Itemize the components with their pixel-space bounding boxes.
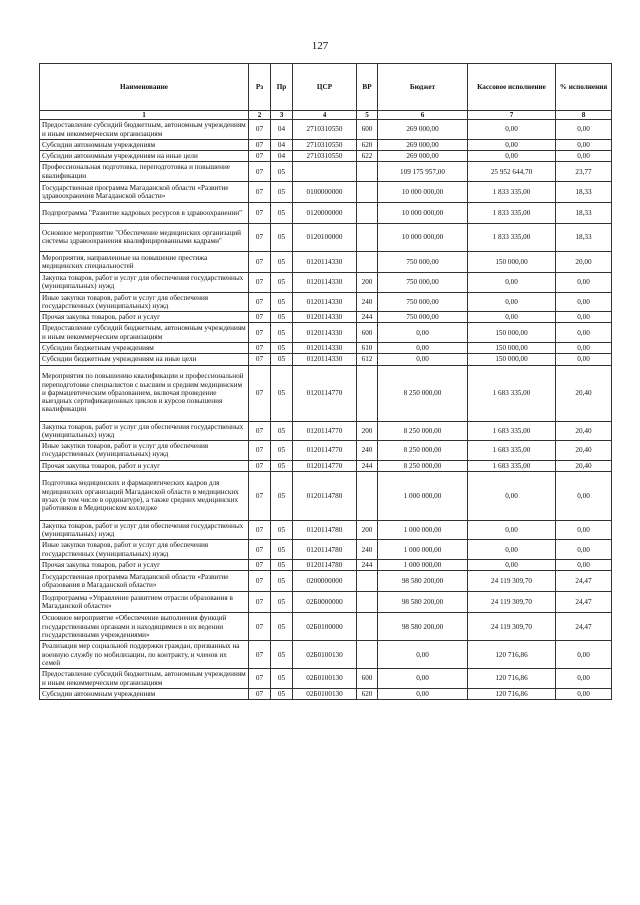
row-execution: 1 683 335,00 (468, 460, 556, 471)
row-name: Предоставление субсидий бюджетным, автономным учреждениям и иным некоммерческим организациям (40, 120, 249, 140)
row-name: Закупка товаров, работ и услуг для обеспечения государственных (муниципальных) нужд (40, 421, 249, 441)
row-vr: 200 (357, 520, 378, 540)
row-pr: 05 (271, 571, 293, 592)
row-pr: 05 (271, 441, 293, 461)
col-header-percent: % исполнения (556, 64, 612, 111)
row-percent: 0,00 (556, 354, 612, 365)
row-execution: 1 683 335,00 (468, 365, 556, 421)
row-budget: 1 000 000,00 (378, 471, 468, 520)
table-row (40, 421, 612, 441)
row-csr: 0120114330 (293, 292, 357, 312)
row-execution: 0,00 (468, 471, 556, 520)
table-row (40, 223, 612, 251)
row-execution: 24 119 309,70 (468, 592, 556, 613)
row-budget: 0,00 (378, 342, 468, 353)
row-vr: 200 (357, 272, 378, 292)
table-row (40, 669, 612, 689)
row-budget: 0,00 (378, 688, 468, 699)
col-header-csr: ЦСР (293, 64, 357, 111)
row-budget: 1 000 000,00 (378, 540, 468, 560)
row-execution: 1 683 335,00 (468, 441, 556, 461)
row-budget: 10 000 000,00 (378, 223, 468, 251)
row-budget: 8 250 000,00 (378, 441, 468, 461)
row-percent: 20,40 (556, 365, 612, 421)
row-csr: 02Б0100130 (293, 641, 357, 669)
row-vr: 600 (357, 120, 378, 140)
table-row (40, 441, 612, 461)
col-number: 6 (378, 111, 468, 120)
col-header-rz: Рз (249, 64, 271, 111)
row-rz: 07 (249, 471, 271, 520)
row-name: Прочая закупка товаров, работ и услуг (40, 560, 249, 571)
row-pr: 05 (271, 460, 293, 471)
row-name: Профессиональная подготовка, переподготовка и повышение квалификации (40, 162, 249, 182)
table-row (40, 641, 612, 669)
row-name: Закупка товаров, работ и услуг для обеспечения государственных (муниципальных) нужд (40, 520, 249, 540)
row-vr: 244 (357, 312, 378, 323)
row-vr (357, 613, 378, 641)
row-execution: 1 833 335,00 (468, 181, 556, 202)
row-budget: 750 000,00 (378, 272, 468, 292)
row-percent: 18,33 (556, 223, 612, 251)
row-rz: 07 (249, 540, 271, 560)
row-pr: 05 (271, 669, 293, 689)
col-header-name: Наименование (40, 64, 249, 111)
row-pr: 05 (271, 520, 293, 540)
row-execution: 0,00 (468, 120, 556, 140)
row-csr: 2710310550 (293, 120, 357, 140)
row-rz: 07 (249, 460, 271, 471)
row-pr: 04 (271, 151, 293, 162)
row-percent: 18,33 (556, 181, 612, 202)
col-header-execution: Кассовое исполнение (468, 64, 556, 111)
row-vr: 240 (357, 441, 378, 461)
col-number: 8 (556, 111, 612, 120)
row-execution: 150 000,00 (468, 251, 556, 272)
row-rz: 07 (249, 139, 271, 150)
row-pr: 05 (271, 592, 293, 613)
row-vr: 620 (357, 139, 378, 150)
row-percent: 0,00 (556, 323, 612, 343)
row-name: Подготовка медицинских и фармацевтических кадров для медицинских организаций Магаданской области в медицинских вузах (в том числе в ординатуре), а также средних медицинских работников в Медицинском колледже (40, 471, 249, 520)
table-row (40, 540, 612, 560)
table-body (40, 120, 612, 700)
row-csr: 02Б0100130 (293, 669, 357, 689)
row-name: Иные закупки товаров, работ и услуг для обеспечения государственных (муниципальных) нужд (40, 540, 249, 560)
row-rz: 07 (249, 151, 271, 162)
row-rz: 07 (249, 202, 271, 223)
row-name: Подпрограмма "Развитие кадровых ресурсов в здравоохранении" (40, 202, 249, 223)
row-name: Прочая закупка товаров, работ и услуг (40, 460, 249, 471)
row-budget: 109 175 957,00 (378, 162, 468, 182)
row-pr: 05 (271, 641, 293, 669)
row-vr: 610 (357, 342, 378, 353)
row-csr: 0120114770 (293, 460, 357, 471)
row-name: Субсидии бюджетным учреждениям на иные цели (40, 354, 249, 365)
row-execution: 0,00 (468, 292, 556, 312)
row-execution: 25 952 644,70 (468, 162, 556, 182)
table-row (40, 520, 612, 540)
row-pr: 05 (271, 162, 293, 182)
table-row (40, 202, 612, 223)
row-vr (357, 641, 378, 669)
col-header-vr: ВР (357, 64, 378, 111)
row-name: Реализация мер социальной поддержки граждан, призванных на военную службу по мобилизации, по контракту, и членов их семей (40, 641, 249, 669)
row-csr: 0100000000 (293, 181, 357, 202)
table-row (40, 272, 612, 292)
table-row (40, 139, 612, 150)
row-vr (357, 202, 378, 223)
row-execution: 24 119 309,70 (468, 613, 556, 641)
row-budget: 750 000,00 (378, 312, 468, 323)
col-number: 3 (271, 111, 293, 120)
row-rz: 07 (249, 342, 271, 353)
row-pr: 05 (271, 540, 293, 560)
row-rz: 07 (249, 560, 271, 571)
column-number-row (40, 111, 612, 120)
table-row (40, 354, 612, 365)
row-execution: 0,00 (468, 560, 556, 571)
row-vr: 240 (357, 540, 378, 560)
row-rz: 07 (249, 613, 271, 641)
table-row (40, 312, 612, 323)
row-budget: 750 000,00 (378, 251, 468, 272)
row-vr: 240 (357, 292, 378, 312)
row-vr (357, 251, 378, 272)
row-name: Государственная программа Магаданской области «Развитие здравоохранения Магаданской области» (40, 181, 249, 202)
row-budget: 0,00 (378, 323, 468, 343)
row-pr: 05 (271, 342, 293, 353)
table-row (40, 592, 612, 613)
table-row (40, 571, 612, 592)
row-name: Основное мероприятие «Обеспечение выполнения функций государственными органами и находящимися в их ведении государственными учреждениями» (40, 613, 249, 641)
row-vr: 200 (357, 421, 378, 441)
row-vr (357, 592, 378, 613)
row-name: Субсидии бюджетным учреждениям (40, 342, 249, 353)
table-row (40, 688, 612, 699)
row-budget: 8 250 000,00 (378, 421, 468, 441)
table-row (40, 460, 612, 471)
table-row (40, 560, 612, 571)
row-name: Иные закупки товаров, работ и услуг для обеспечения государственных (муниципальных) нужд (40, 441, 249, 461)
table-row (40, 323, 612, 343)
row-execution: 120 716,86 (468, 669, 556, 689)
row-csr: 0120114330 (293, 272, 357, 292)
row-name: Иные закупки товаров, работ и услуг для обеспечения государственных (муниципальных) нужд (40, 292, 249, 312)
row-execution: 1 833 335,00 (468, 202, 556, 223)
row-budget: 0,00 (378, 641, 468, 669)
table-row (40, 342, 612, 353)
row-csr (293, 162, 357, 182)
table-row (40, 151, 612, 162)
row-percent: 24,47 (556, 592, 612, 613)
row-percent: 20,40 (556, 441, 612, 461)
row-percent: 20,40 (556, 460, 612, 471)
row-execution: 24 119 309,70 (468, 571, 556, 592)
row-pr: 05 (271, 323, 293, 343)
row-percent: 0,00 (556, 560, 612, 571)
row-percent: 23,77 (556, 162, 612, 182)
row-pr: 05 (271, 421, 293, 441)
col-number: 4 (293, 111, 357, 120)
row-execution: 0,00 (468, 151, 556, 162)
row-csr: 0120114780 (293, 471, 357, 520)
row-pr: 05 (271, 354, 293, 365)
row-budget: 0,00 (378, 354, 468, 365)
row-rz: 07 (249, 441, 271, 461)
col-header-budget: Бюджет (378, 64, 468, 111)
row-budget: 269 000,00 (378, 151, 468, 162)
row-csr: 0120114780 (293, 560, 357, 571)
row-rz: 07 (249, 323, 271, 343)
row-rz: 07 (249, 354, 271, 365)
row-pr: 05 (271, 688, 293, 699)
row-csr: 0120114770 (293, 441, 357, 461)
row-name: Мероприятия по повышению квалификации и профессиональной переподготовке специалистов с высшим и средним медицинским и фармацевтическим образованием, включая проведение выездных сертификационных циклов и курсов повышения квалификации (40, 365, 249, 421)
row-percent: 0,00 (556, 120, 612, 140)
row-budget: 0,00 (378, 669, 468, 689)
row-pr: 05 (271, 202, 293, 223)
row-execution: 0,00 (468, 312, 556, 323)
table-row (40, 251, 612, 272)
row-csr: 0120114770 (293, 421, 357, 441)
row-execution: 150 000,00 (468, 323, 556, 343)
row-percent: 18,33 (556, 202, 612, 223)
row-rz: 07 (249, 223, 271, 251)
row-execution: 0,00 (468, 272, 556, 292)
row-budget: 98 580 200,00 (378, 613, 468, 641)
table-row (40, 162, 612, 182)
row-pr: 05 (271, 365, 293, 421)
table-row (40, 181, 612, 202)
row-rz: 07 (249, 571, 271, 592)
row-csr: 2710310550 (293, 139, 357, 150)
row-percent: 0,00 (556, 312, 612, 323)
row-vr: 612 (357, 354, 378, 365)
row-csr: 0120114330 (293, 354, 357, 365)
row-vr: 620 (357, 688, 378, 699)
budget-table (39, 63, 612, 700)
table-row (40, 120, 612, 140)
row-percent: 0,00 (556, 471, 612, 520)
row-vr (357, 365, 378, 421)
row-name: Субсидии автономным учреждениям (40, 139, 249, 150)
row-budget: 750 000,00 (378, 292, 468, 312)
row-csr: 2710310550 (293, 151, 357, 162)
row-name: Субсидии автономным учреждениям на иные цели (40, 151, 249, 162)
row-name: Предоставление субсидий бюджетным, автономным учреждениям и иным некоммерческим организациям (40, 323, 249, 343)
row-percent: 0,00 (556, 342, 612, 353)
row-csr: 02Б0100000 (293, 613, 357, 641)
row-name: Прочая закупка товаров, работ и услуг (40, 312, 249, 323)
row-rz: 07 (249, 688, 271, 699)
row-execution: 0,00 (468, 139, 556, 150)
table-row (40, 365, 612, 421)
row-budget: 10 000 000,00 (378, 202, 468, 223)
row-execution: 120 716,86 (468, 641, 556, 669)
row-percent: 0,00 (556, 272, 612, 292)
row-csr: 0120100000 (293, 223, 357, 251)
row-csr: 0200000000 (293, 571, 357, 592)
row-percent: 0,00 (556, 520, 612, 540)
row-percent: 0,00 (556, 669, 612, 689)
row-percent: 0,00 (556, 292, 612, 312)
row-rz: 07 (249, 641, 271, 669)
col-number: 1 (40, 111, 249, 120)
row-csr: 02Б0000000 (293, 592, 357, 613)
row-budget: 269 000,00 (378, 120, 468, 140)
table-row (40, 471, 612, 520)
row-csr: 0120114770 (293, 365, 357, 421)
row-csr: 0120114780 (293, 540, 357, 560)
row-percent: 0,00 (556, 139, 612, 150)
row-csr: 02Б0100130 (293, 688, 357, 699)
row-vr: 600 (357, 323, 378, 343)
row-vr (357, 571, 378, 592)
row-name: Субсидии автономным учреждениям (40, 688, 249, 699)
row-rz: 07 (249, 162, 271, 182)
row-csr: 0120114330 (293, 342, 357, 353)
col-number: 7 (468, 111, 556, 120)
row-execution: 1 833 335,00 (468, 223, 556, 251)
row-budget: 1 000 000,00 (378, 520, 468, 540)
row-csr: 0120114330 (293, 251, 357, 272)
col-header-pr: Пр (271, 64, 293, 111)
table-row (40, 613, 612, 641)
row-vr: 600 (357, 669, 378, 689)
row-percent: 20,00 (556, 251, 612, 272)
row-name: Мероприятия, направленные на повышение престижа медицинских специальностей (40, 251, 249, 272)
row-execution: 0,00 (468, 520, 556, 540)
row-execution: 150 000,00 (468, 354, 556, 365)
row-name: Государственная программа Магаданской области «Развитие образования в Магаданской области» (40, 571, 249, 592)
row-budget: 269 000,00 (378, 139, 468, 150)
row-pr: 04 (271, 120, 293, 140)
row-percent: 0,00 (556, 540, 612, 560)
row-rz: 07 (249, 272, 271, 292)
row-csr: 0120114780 (293, 520, 357, 540)
row-pr: 05 (271, 223, 293, 251)
row-csr: 0120000000 (293, 202, 357, 223)
row-rz: 07 (249, 520, 271, 540)
row-percent: 0,00 (556, 641, 612, 669)
row-budget: 8 250 000,00 (378, 365, 468, 421)
row-pr: 05 (271, 292, 293, 312)
row-budget: 8 250 000,00 (378, 460, 468, 471)
row-name: Закупка товаров, работ и услуг для обеспечения государственных (муниципальных) нужд (40, 272, 249, 292)
row-execution: 1 683 335,00 (468, 421, 556, 441)
row-vr (357, 181, 378, 202)
row-pr: 05 (271, 471, 293, 520)
row-percent: 0,00 (556, 688, 612, 699)
row-vr (357, 223, 378, 251)
row-name: Предоставление субсидий бюджетным, автономным учреждениям и иным некоммерческим организациям (40, 669, 249, 689)
row-vr (357, 162, 378, 182)
row-budget: 98 580 200,00 (378, 592, 468, 613)
row-pr: 05 (271, 272, 293, 292)
row-execution: 120 716,86 (468, 688, 556, 699)
row-rz: 07 (249, 251, 271, 272)
row-execution: 150 000,00 (468, 342, 556, 353)
row-rz: 07 (249, 669, 271, 689)
row-budget: 1 000 000,00 (378, 560, 468, 571)
row-percent: 0,00 (556, 151, 612, 162)
row-pr: 04 (271, 139, 293, 150)
row-vr: 244 (357, 560, 378, 571)
row-budget: 98 580 200,00 (378, 571, 468, 592)
page-number: 127 (311, 40, 329, 52)
row-percent: 20,40 (556, 421, 612, 441)
row-rz: 07 (249, 421, 271, 441)
row-percent: 24,47 (556, 613, 612, 641)
row-pr: 05 (271, 560, 293, 571)
row-pr: 05 (271, 613, 293, 641)
row-rz: 07 (249, 365, 271, 421)
row-vr: 244 (357, 460, 378, 471)
table-row (40, 292, 612, 312)
row-rz: 07 (249, 292, 271, 312)
row-csr: 0120114330 (293, 312, 357, 323)
row-percent: 24,47 (556, 571, 612, 592)
header-row (40, 64, 612, 111)
row-execution: 0,00 (468, 540, 556, 560)
row-rz: 07 (249, 120, 271, 140)
row-vr: 622 (357, 151, 378, 162)
col-number: 2 (249, 111, 271, 120)
row-budget: 10 000 000,00 (378, 181, 468, 202)
row-rz: 07 (249, 312, 271, 323)
row-csr: 0120114330 (293, 323, 357, 343)
row-pr: 05 (271, 181, 293, 202)
row-pr: 05 (271, 251, 293, 272)
row-rz: 07 (249, 592, 271, 613)
col-number: 5 (357, 111, 378, 120)
row-name: Основное мероприятие "Обеспечение медицинских организаций системы здравоохранения квалифицированными кадрами" (40, 223, 249, 251)
row-name: Подпрограмма «Управление развитием отрасли образования в Магаданской области» (40, 592, 249, 613)
row-rz: 07 (249, 181, 271, 202)
row-pr: 05 (271, 312, 293, 323)
row-vr (357, 471, 378, 520)
